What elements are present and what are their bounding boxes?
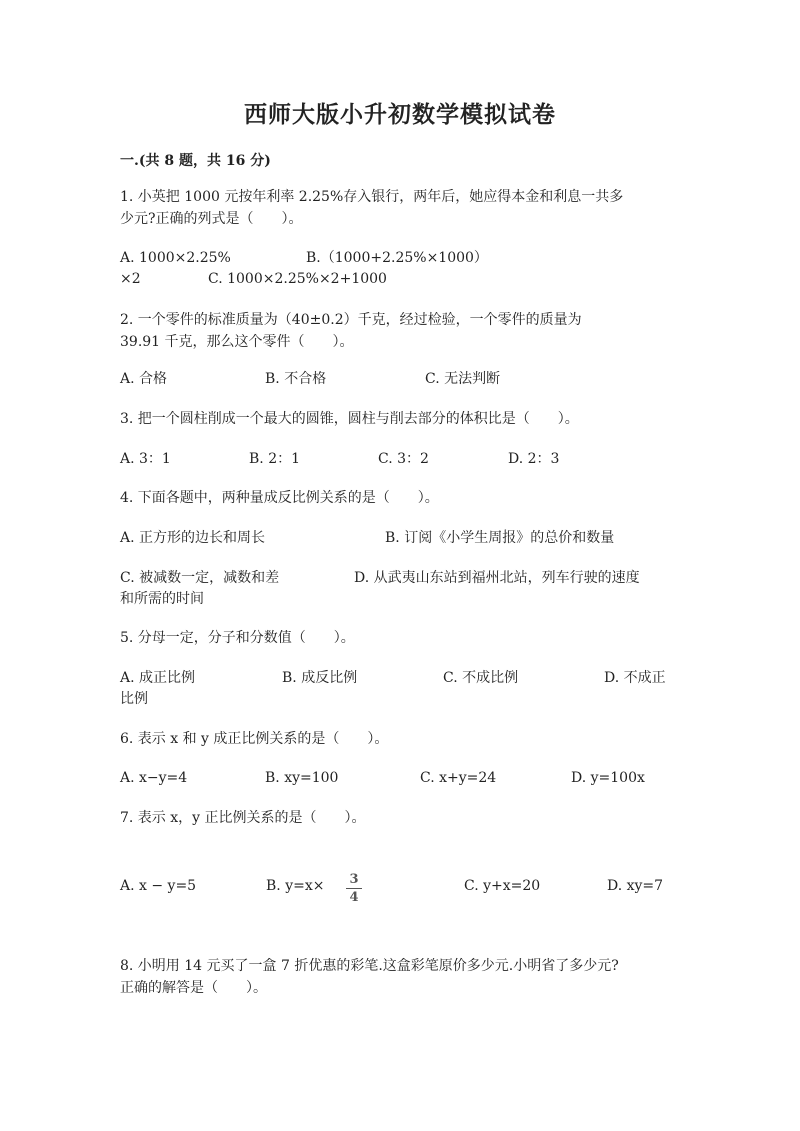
question-2-option-c[interactable]: C. 无法判断 (425, 371, 501, 387)
question-4-line-1: 4. 下面各题中，两种量成反比例关系的是（ ）。 (120, 490, 439, 506)
question-1-line-1: 1. 小英把 1000 元按年利率 2.25%存入银行，两年后，她应得本金和利息一共多 (120, 189, 624, 205)
question-2-option-a[interactable]: A. 合格 (120, 371, 168, 387)
question-7-option-d[interactable]: D. xy=7 (607, 878, 664, 894)
question-8-line-1: 8. 小明用 14 元买了一盒 7 折优惠的彩笔.这盒彩笔原价多少元.小明省了多少元? (120, 958, 619, 974)
question-5-option-d-cont: 比例 (120, 691, 148, 707)
question-5-option-b[interactable]: B. 成反比例 (282, 670, 358, 686)
question-5-option-a[interactable]: A. 成正比例 (120, 670, 196, 686)
question-7-option-a[interactable]: A. x − y=5 (120, 878, 197, 894)
question-1-option-a[interactable]: A. 1000×2.25% (120, 250, 231, 266)
question-7-line-1: 7. 表示 x，y 正比例关系的是（ ）。 (120, 810, 366, 826)
fraction-denominator: 4 (349, 890, 359, 905)
fraction-numerator: 3 (349, 872, 359, 887)
question-1-option-b-cont: ×2 (120, 271, 141, 287)
question-3-option-d[interactable]: D. 2：3 (508, 451, 560, 467)
question-3-option-a[interactable]: A. 3：1 (120, 451, 171, 467)
question-2 (120, 309, 690, 353)
question-3 (120, 408, 690, 430)
question-6-line-1: 6. 表示 x 和 y 成正比例关系的是（ ）。 (120, 731, 389, 747)
question-3-line-1: 3. 把一个圆柱削成一个最大的圆锥，圆柱与削去部分的体积比是（ ）。 (120, 411, 579, 427)
question-3-option-c[interactable]: C. 3：2 (378, 451, 429, 467)
question-6-option-b[interactable]: B. xy=100 (265, 770, 339, 786)
question-2-option-b[interactable]: B. 不合格 (265, 371, 327, 387)
question-4-option-d[interactable]: D. 从武夷山东站到福州北站，列车行驶的速度 (354, 570, 640, 586)
question-1 (120, 186, 690, 230)
question-6-option-c[interactable]: C. x+y=24 (420, 770, 497, 786)
question-7-option-c[interactable]: C. y+x=20 (464, 878, 541, 894)
question-3-option-b[interactable]: B. 2：1 (249, 451, 301, 467)
question-2-line-1: 2. 一个零件的标准质量为（40±0.2）千克，经过检验，一个零件的质量为 (120, 312, 582, 328)
question-5 (120, 627, 690, 649)
question-1-option-b[interactable]: B.（1000+2.25%×1000） (306, 250, 488, 266)
question-5-option-d[interactable]: D. 不成正 (604, 670, 666, 686)
section-heading: 一.(共 8 题，共 16 分) (120, 153, 271, 169)
question-4-option-b[interactable]: B. 订阅《小学生周报》的总价和数量 (385, 530, 615, 546)
question-2-line-2: 39.91 千克，那么这个零件（ ）。 (120, 334, 354, 350)
question-6 (120, 728, 690, 750)
question-1-line-2: 少元?正确的列式是（ ）。 (120, 211, 303, 227)
fraction-bar (346, 888, 362, 889)
question-6-option-d[interactable]: D. y=100x (571, 770, 645, 786)
page-title: 西师大版小升初数学模拟试卷 (244, 101, 556, 128)
question-7-fraction (346, 872, 362, 905)
question-8-line-2: 正确的解答是（ ）。 (120, 980, 267, 996)
question-4-option-c[interactable]: C. 被减数一定，减数和差 (120, 570, 280, 586)
question-4 (120, 487, 690, 509)
question-5-line-1: 5. 分母一定，分子和分数值（ ）。 (120, 630, 355, 646)
question-7 (120, 807, 690, 829)
question-5-option-c[interactable]: C. 不成比例 (443, 670, 519, 686)
question-6-option-a[interactable]: A. x−y=4 (120, 770, 188, 786)
question-8 (120, 955, 720, 999)
question-4-option-a[interactable]: A. 正方形的边长和周长 (120, 530, 266, 546)
question-4-option-d-cont: 和所需的时间 (120, 591, 204, 607)
question-7-option-b[interactable]: B. y=x× (266, 878, 325, 894)
question-1-option-c[interactable]: C. 1000×2.25%×2+1000 (208, 271, 387, 287)
